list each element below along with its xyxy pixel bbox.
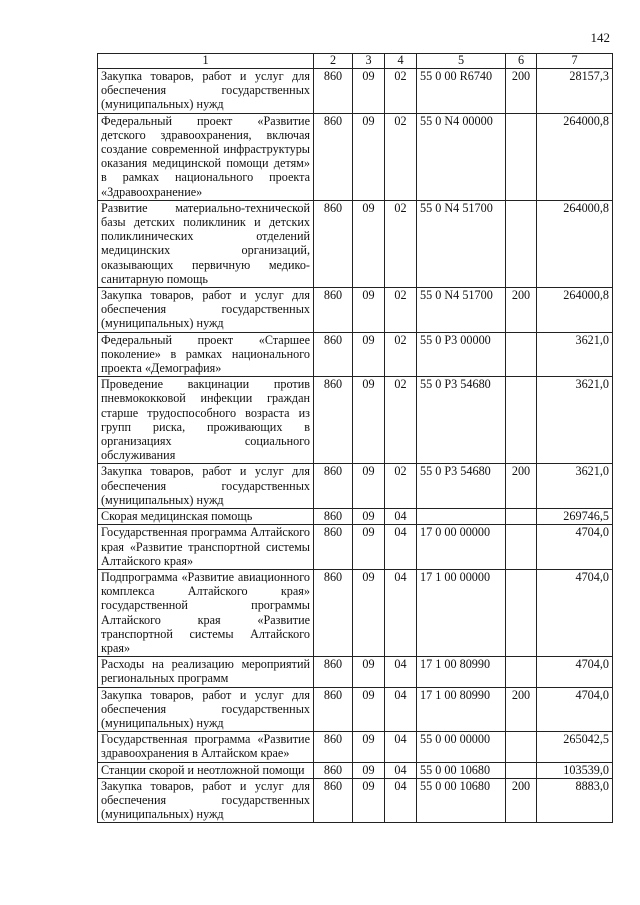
subsection-code-cell: 04 (385, 732, 417, 762)
expense-type-cell (506, 509, 537, 525)
admin-code-cell: 860 (314, 732, 353, 762)
table-row (98, 200, 613, 287)
target-article-cell: 55 0 N4 51700 (417, 200, 506, 287)
admin-code-cell: 860 (314, 377, 353, 464)
admin-code-cell: 860 (314, 525, 353, 570)
expense-type-cell: 200 (506, 687, 537, 732)
table-row (98, 732, 613, 762)
table-row (98, 509, 613, 525)
target-article-cell: 55 0 P3 54680 (417, 464, 506, 509)
admin-code-cell: 860 (314, 762, 353, 778)
target-article-cell: 55 0 00 R6740 (417, 69, 506, 114)
row-name-cell: Скорая медицинская помощь (98, 509, 314, 525)
table-row (98, 113, 613, 200)
row-name-cell: Закупка товаров, работ и услуг для обеспечения государственных (муниципальных) нужд (98, 778, 314, 823)
amount-cell: 265042,5 (537, 732, 613, 762)
admin-code-cell: 860 (314, 569, 353, 656)
section-code-cell: 09 (353, 377, 385, 464)
expense-type-cell (506, 200, 537, 287)
amount-cell: 269746,5 (537, 509, 613, 525)
table-row (98, 464, 613, 509)
section-code-cell: 09 (353, 464, 385, 509)
amount-cell: 4704,0 (537, 687, 613, 732)
expense-type-cell: 200 (506, 69, 537, 114)
table-row (98, 657, 613, 687)
expense-type-cell (506, 377, 537, 464)
section-code-cell: 09 (353, 569, 385, 656)
target-article-cell: 55 0 00 00000 (417, 732, 506, 762)
amount-cell: 264000,8 (537, 113, 613, 200)
target-article-cell: 17 0 00 00000 (417, 525, 506, 570)
table-row (98, 332, 613, 377)
amount-cell: 103539,0 (537, 762, 613, 778)
section-code-cell: 09 (353, 288, 385, 333)
amount-cell: 8883,0 (537, 778, 613, 823)
section-code-cell: 09 (353, 69, 385, 114)
row-name-cell: Закупка товаров, работ и услуг для обеспечения государственных (муниципальных) нужд (98, 464, 314, 509)
expense-type-cell: 200 (506, 778, 537, 823)
row-name-cell: Станции скорой и неотложной помощи (98, 762, 314, 778)
section-code-cell: 09 (353, 657, 385, 687)
subsection-code-cell: 04 (385, 657, 417, 687)
row-name-cell: Проведение вакцинации против пневмококковой инфекции граждан старше трудоспособного возраста из групп риска, проживающих в организациях социального обслуживания (98, 377, 314, 464)
amount-cell: 3621,0 (537, 332, 613, 377)
amount-cell: 3621,0 (537, 464, 613, 509)
column-header-6: 6 (506, 54, 537, 69)
amount-cell: 264000,8 (537, 200, 613, 287)
expense-type-cell: 200 (506, 464, 537, 509)
table-row (98, 762, 613, 778)
amount-cell: 264000,8 (537, 288, 613, 333)
table-row (98, 69, 613, 114)
section-code-cell: 09 (353, 762, 385, 778)
row-name-cell: Государственная программа Алтайского края «Развитие транспортной системы Алтайского края» (98, 525, 314, 570)
subsection-code-cell: 02 (385, 288, 417, 333)
column-header-3: 3 (353, 54, 385, 69)
row-name-cell: Государственная программа «Развитие здравоохранения в Алтайском крае» (98, 732, 314, 762)
target-article-cell: 17 1 00 80990 (417, 687, 506, 732)
subsection-code-cell: 04 (385, 778, 417, 823)
expense-type-cell: 200 (506, 288, 537, 333)
section-code-cell: 09 (353, 525, 385, 570)
target-article-cell: 55 0 P3 00000 (417, 332, 506, 377)
row-name-cell: Расходы на реализацию мероприятий региональных программ (98, 657, 314, 687)
subsection-code-cell: 04 (385, 569, 417, 656)
section-code-cell: 09 (353, 509, 385, 525)
admin-code-cell: 860 (314, 687, 353, 732)
amount-cell: 3621,0 (537, 377, 613, 464)
subsection-code-cell: 02 (385, 69, 417, 114)
header-row (98, 54, 613, 69)
table-row (98, 569, 613, 656)
expense-type-cell (506, 332, 537, 377)
table-row (98, 288, 613, 333)
amount-cell: 28157,3 (537, 69, 613, 114)
amount-cell: 4704,0 (537, 525, 613, 570)
subsection-code-cell: 02 (385, 377, 417, 464)
admin-code-cell: 860 (314, 113, 353, 200)
subsection-code-cell: 02 (385, 113, 417, 200)
amount-cell: 4704,0 (537, 657, 613, 687)
section-code-cell: 09 (353, 332, 385, 377)
target-article-cell: 55 0 00 10680 (417, 762, 506, 778)
target-article-cell: 55 0 P3 54680 (417, 377, 506, 464)
table-row (98, 377, 613, 464)
admin-code-cell: 860 (314, 288, 353, 333)
target-article-cell: 55 0 N4 51700 (417, 288, 506, 333)
column-header-2: 2 (314, 54, 353, 69)
row-name-cell: Федеральный проект «Старшее поколение» в рамках национального проекта «Демография» (98, 332, 314, 377)
expense-type-cell (506, 762, 537, 778)
section-code-cell: 09 (353, 687, 385, 732)
column-header-1: 1 (98, 54, 314, 69)
subsection-code-cell: 02 (385, 200, 417, 287)
row-name-cell: Закупка товаров, работ и услуг для обеспечения государственных (муниципальных) нужд (98, 687, 314, 732)
target-article-cell: 17 1 00 00000 (417, 569, 506, 656)
table-row (98, 525, 613, 570)
target-article-cell: 55 0 00 10680 (417, 778, 506, 823)
expense-type-cell (506, 113, 537, 200)
table-row (98, 778, 613, 823)
column-header-4: 4 (385, 54, 417, 69)
expense-type-cell (506, 657, 537, 687)
admin-code-cell: 860 (314, 657, 353, 687)
amount-cell: 4704,0 (537, 569, 613, 656)
row-name-cell: Закупка товаров, работ и услуг для обеспечения государственных (муниципальных) нужд (98, 69, 314, 114)
section-code-cell: 09 (353, 732, 385, 762)
admin-code-cell: 860 (314, 464, 353, 509)
admin-code-cell: 860 (314, 332, 353, 377)
target-article-cell: 55 0 N4 00000 (417, 113, 506, 200)
subsection-code-cell: 04 (385, 509, 417, 525)
admin-code-cell: 860 (314, 509, 353, 525)
section-code-cell: 09 (353, 113, 385, 200)
expense-type-cell (506, 732, 537, 762)
budget-table (97, 53, 613, 823)
subsection-code-cell: 02 (385, 464, 417, 509)
admin-code-cell: 860 (314, 69, 353, 114)
subsection-code-cell: 04 (385, 525, 417, 570)
expense-type-cell (506, 569, 537, 656)
subsection-code-cell: 02 (385, 332, 417, 377)
table-row (98, 687, 613, 732)
target-article-cell: 17 1 00 80990 (417, 657, 506, 687)
page-number: 142 (590, 30, 610, 45)
target-article-cell (417, 509, 506, 525)
subsection-code-cell: 04 (385, 687, 417, 732)
row-name-cell: Закупка товаров, работ и услуг для обеспечения государственных (муниципальных) нужд (98, 288, 314, 333)
section-code-cell: 09 (353, 200, 385, 287)
column-header-7: 7 (537, 54, 613, 69)
admin-code-cell: 860 (314, 200, 353, 287)
expense-type-cell (506, 525, 537, 570)
admin-code-cell: 860 (314, 778, 353, 823)
row-name-cell: Подпрограмма «Развитие авиационного комплекса Алтайского края» государственной программы Алтайского края «Развитие транспортной системы Алтайского края» (98, 569, 314, 656)
row-name-cell: Федеральный проект «Развитие детского здравоохранения, включая создание современной инфраструктуры оказания медицинской помощи детям» в рамках национального проекта «Здравоохранение» (98, 113, 314, 200)
section-code-cell: 09 (353, 778, 385, 823)
row-name-cell: Развитие материально-технической базы детских поликлиник и детских поликлинических отделений медицинских организаций, оказывающих первичную медико-санитарную помощь (98, 200, 314, 287)
column-header-5: 5 (417, 54, 506, 69)
subsection-code-cell: 04 (385, 762, 417, 778)
